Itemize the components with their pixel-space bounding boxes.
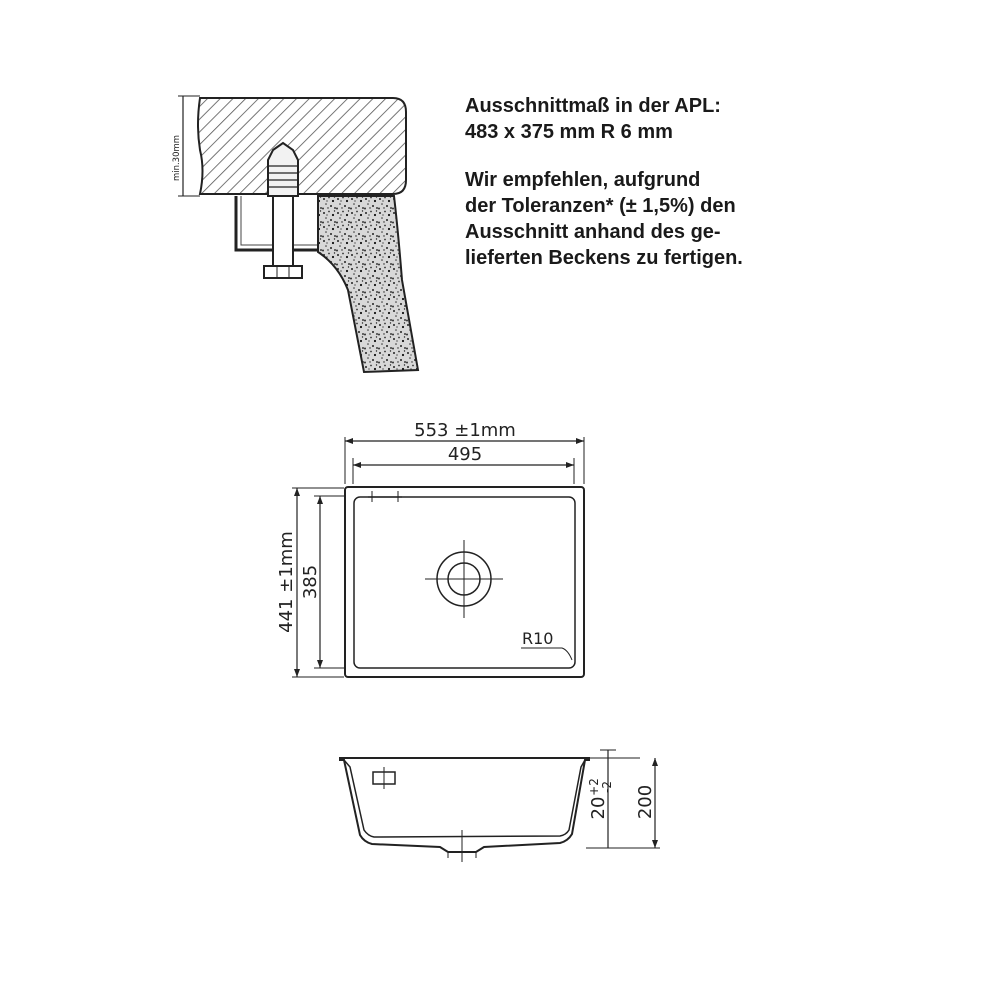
recommendation-line-2: der Toleranzen* (± 1,5%) den [465,195,736,217]
side-view [340,750,660,862]
recommendation-line-3: Ausschnitt anhand des ge- [465,221,721,243]
bolt-shaft [273,196,293,266]
thickness-label: min.30mm [172,134,182,182]
outer-width-label: 553 ±1mm [414,420,516,441]
countertop-section [198,98,406,194]
rim-height-label: 20 [588,796,609,820]
recommendation-line-1: Wir empfehlen, aufgrund [465,169,701,191]
corner-radius-label: R10 [522,629,554,648]
bolt-nut [264,266,302,278]
cutout-value: 483 x 375 mm R 6 mm [465,121,673,143]
inner-width-label: 495 [447,444,483,465]
rim-tolerance-minus: -2 [600,781,614,793]
sink-wall-section [318,196,418,372]
top-view [276,420,584,677]
outer-depth-label: 441 ±1mm [276,531,297,633]
rim-tolerance-plus: +2 [587,778,601,796]
total-height-label: 200 [635,784,656,820]
recommendation-line-4: lieferten Beckens zu fertigen. [465,247,743,269]
section-view [172,96,418,372]
threaded-insert [268,143,298,196]
inner-depth-label: 385 [300,564,321,600]
cutout-heading: Ausschnittmaß in der APL: [465,95,721,117]
